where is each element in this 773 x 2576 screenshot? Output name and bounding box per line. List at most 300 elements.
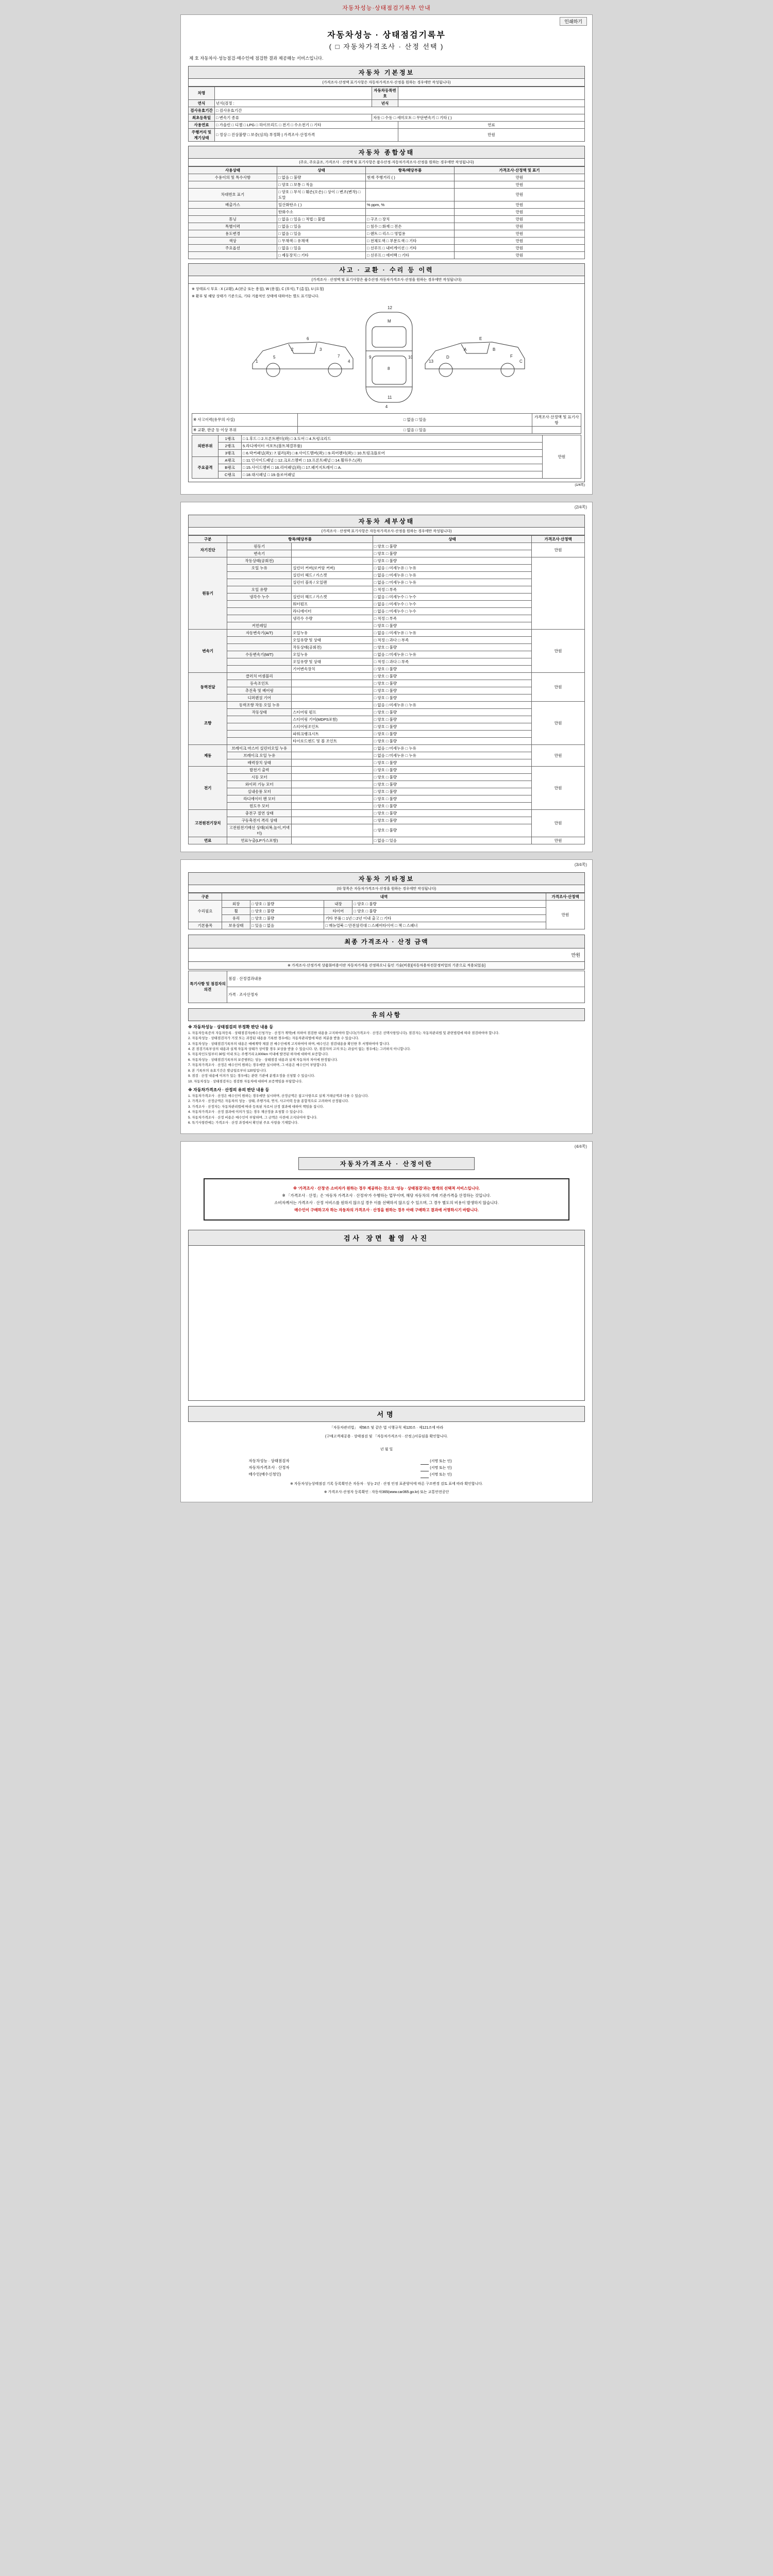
detail-options-6-2[interactable]: □ 양호 □ 불량 xyxy=(373,781,531,788)
detail-group-0: 자기진단 xyxy=(189,543,227,557)
overall-r0-c2[interactable]: □ 없음 □ 불량 xyxy=(277,174,366,181)
overall-r9-c1: 주요옵션 xyxy=(189,244,277,251)
table-row xyxy=(189,723,585,730)
basic-value-0[interactable] xyxy=(215,87,372,99)
price-explain-box xyxy=(204,1178,569,1221)
overall-r1-c3[interactable] xyxy=(366,181,455,188)
parts-items-0[interactable]: □ 1.후드 □ 2.프론트펜더(좌) □ 3.도어 □ 4.트렁크리드 xyxy=(242,435,543,442)
detail-part-6-5: 윈도우 모터 xyxy=(227,802,292,809)
page-title: 자동차성능 · 상태점검기록부 xyxy=(327,31,446,40)
detail-options-6-5[interactable]: □ 양호 □ 불량 xyxy=(373,802,531,809)
detail-group-7: 고전원전기장치 xyxy=(189,809,227,837)
signature-note-2: (구매고객제공용 · 상태점검 및 「자동차가격조사 · 산정」)서류임을 확인합니다. xyxy=(325,1434,448,1438)
detail-amount-3: 만원 xyxy=(532,672,585,701)
detail-group-3: 동력전달 xyxy=(189,672,227,701)
parts-amount: 만원 xyxy=(543,435,581,478)
table-row xyxy=(248,1458,526,1464)
overall-r8-c4: 만원 xyxy=(455,237,585,244)
detail-options-4-2[interactable]: □ 양호 □ 불량 xyxy=(373,716,531,723)
detail-table xyxy=(188,535,585,844)
detail-part-2-2 xyxy=(227,643,292,651)
basic-label-2: 검사유효기간 xyxy=(189,107,215,114)
photo-area xyxy=(188,1246,585,1401)
warn-line-2: ※ 「가격조사 · 산정」은 '자동차 가격조사 · 산정자'가 수행하는 업무이며, 해당 자동차의 거래 기준가격을 산정하는 것입니다. xyxy=(282,1193,491,1198)
basic-right-value-1[interactable] xyxy=(398,99,585,107)
table-row xyxy=(189,672,585,680)
detail-options-5-1[interactable]: □ 없음 □ 미세누유 □ 누유 xyxy=(373,752,531,759)
accident-row-0-value[interactable]: □ 없음 □ 있음 xyxy=(298,413,532,426)
overall-r9-c3[interactable]: □ 선루프 □ 내비게이션 □ 기타 xyxy=(366,244,455,251)
detail-sub-2-0: 오일누유 xyxy=(292,629,373,636)
etc-r0-c5[interactable]: □ 양호 □ 불량 xyxy=(352,900,546,907)
parts-lv-3: A랭크 xyxy=(219,456,242,464)
overall-r4-c1 xyxy=(189,208,277,215)
overall-r7-c4: 만원 xyxy=(455,230,585,237)
overall-r7-c1: 용도변경 xyxy=(189,230,277,237)
table-row xyxy=(189,665,585,672)
detail-part-8-0: 연료누출(LP가스포함) xyxy=(227,837,292,844)
svg-text:4: 4 xyxy=(385,404,388,409)
overall-r10-c3[interactable]: □ 선루프 □ 에어백 □ 기타 xyxy=(366,251,455,259)
detail-sub-4-2: 스티어링 기어(MDPS포함) xyxy=(292,716,373,723)
remarks-value-0[interactable]: 점검 · 산정결과내용 xyxy=(227,971,585,987)
overall-r6-c3[interactable]: □ 침수 □ 화재 □ 전손 xyxy=(366,223,455,230)
overall-r5-c2[interactable]: □ 없음 □ 있음 □ 적법 □ 불법 xyxy=(277,215,366,223)
detail-part-1-5: 냉각수 누수 xyxy=(227,593,292,600)
table-row xyxy=(189,809,585,817)
terms-paragraph-0-3: 4. 본 점검기록부상의 내용과 실제 자동차 상태가 상이할 경우 보상을 받을 수 있습니다. 단, 점검자의 고의 또는 과실이 없는 경우에는 그러하지 아니합니다. xyxy=(188,1047,411,1052)
detail-options-5-2[interactable]: □ 양호 □ 불량 xyxy=(373,759,531,766)
table-row xyxy=(192,442,581,449)
parts-items-1[interactable]: 5.라디에이터 서포트(볼트체결부품) xyxy=(242,442,543,449)
overall-r2-c1: 차대번호 표기 xyxy=(189,188,277,201)
overall-r2-c2[interactable]: □ 양호 □ 부식 □ 훼손(오손) □ 상이 □ 변조(변작) □ 도말 xyxy=(277,188,366,201)
table-row xyxy=(189,223,585,230)
terms-paragraph-1-3: 4. 자동차가격조사 · 산정 결과에 이의가 있는 경우 재산정을 요청할 수 있습니다. xyxy=(188,1110,304,1114)
basic-right-value-5: 만원 xyxy=(398,128,585,141)
basic-value-4[interactable]: □ 가솔린 □ 디젤 □ LPG □ 하이브리드 □ 전기 □ 수소전기 □ 기타 xyxy=(215,121,398,128)
terms-paragraph-1-2: 3. 가격조사 · 산정자는 자동차관리법에 따라 등록된 자로서 산정 결과에 대하여 책임을 집니다. xyxy=(188,1105,324,1109)
detail-options-0-1[interactable]: □ 양호 □ 불량 xyxy=(373,550,531,557)
detail-options-4-5[interactable]: □ 양호 □ 불량 xyxy=(373,737,531,744)
detail-sub-2-2: 작동상태(공회전) xyxy=(292,643,373,651)
detail-part-5-1: 브레이크 오일 누유 xyxy=(227,752,292,759)
table-row xyxy=(192,413,581,426)
overall-r1-c1 xyxy=(189,181,277,188)
etc-r3-c2: 보유상태 xyxy=(222,922,250,929)
detail-header-3: 가격조사·산정액 xyxy=(532,535,585,543)
table-row xyxy=(189,622,585,629)
detail-sub-7-2 xyxy=(292,824,373,837)
detail-part-7-1: 구동축전지 격리 상태 xyxy=(227,817,292,824)
sign-suffix-0[interactable]: (서명 또는 인) xyxy=(430,1459,452,1463)
table-row xyxy=(189,694,585,701)
detail-sub-5-2 xyxy=(292,759,373,766)
detail-options-7-2[interactable]: □ 양호 □ 불량 xyxy=(373,824,531,837)
page-number-4: (4/4쪽) xyxy=(574,1144,587,1149)
table-row xyxy=(189,737,585,744)
etc-r0-c4: 내장 xyxy=(324,900,352,907)
page-subtitle: ( □ 자동차가격조사 · 산정 선택 ) xyxy=(329,43,444,50)
accident-parts-table xyxy=(192,435,581,479)
detail-options-6-0[interactable]: □ 양호 □ 불량 xyxy=(373,766,531,773)
sign-label-2: 매수인(매수신청인) xyxy=(248,1472,281,1477)
detail-sub-4-5: 타이로드엔드 및 볼 조인트 xyxy=(292,737,373,744)
basic-label-3: 최초등록일 xyxy=(189,114,215,121)
etc-r1-c5[interactable]: □ 양호 □ 불량 xyxy=(352,907,546,914)
overall-table xyxy=(188,166,585,259)
page-1 xyxy=(180,14,593,495)
detail-part-1-2 xyxy=(227,571,292,579)
footer-note-1: ※ 자동차성능상태점검 기록 등록확인은 자동차 · 성능 2년 · 산정 인정 표준양식에 따른 구조변경 검토 표에 따라 확인합니다. xyxy=(290,1482,483,1486)
terms-paragraph-1-1: 2. 가격조사 · 산정금액은 자동차의 성능 · 상태, 주행거리, 연식, 사고이력 등을 종합적으로 고려하여 산정됩니다. xyxy=(188,1099,349,1104)
detail-part-1-6 xyxy=(227,600,292,607)
overall-r0-c4: 만원 xyxy=(455,174,585,181)
basic-right-label-1: 년식 xyxy=(372,99,398,107)
section-etc-title: 자동차 기타정보 xyxy=(188,872,585,885)
table-row xyxy=(189,543,585,550)
etc-r3-c1: 기본품목 xyxy=(189,922,222,929)
detail-options-1-6[interactable]: □ 없음 □ 미세누수 □ 누수 xyxy=(373,600,531,607)
detail-part-6-2: 와이퍼 기능 모터 xyxy=(227,781,292,788)
svg-text:8: 8 xyxy=(388,366,390,371)
table-row xyxy=(189,744,585,752)
overall-r1-c4: 만원 xyxy=(455,181,585,188)
table-row xyxy=(189,564,585,571)
overall-r8-c1: 색상 xyxy=(189,237,277,244)
etc-table xyxy=(188,893,585,929)
terms-heading-1: ※ 자동차가격조사 · 산정의 유의 판단 내용 등 xyxy=(188,1087,270,1092)
detail-sub-4-3: 스티어링조인트 xyxy=(292,723,373,730)
table-row xyxy=(248,1471,526,1478)
detail-sub-4-0 xyxy=(292,701,373,708)
detail-table-body xyxy=(189,543,585,844)
detail-options-6-1[interactable]: □ 양호 □ 불량 xyxy=(373,773,531,781)
detail-options-4-3[interactable]: □ 양호 □ 불량 xyxy=(373,723,531,730)
table-row xyxy=(189,708,585,716)
detail-sub-1-9 xyxy=(292,622,373,629)
car-diagram-svg[interactable] xyxy=(242,302,531,410)
overall-r2-c3[interactable] xyxy=(366,188,455,201)
detail-amount-8: 만원 xyxy=(532,837,585,844)
table-row xyxy=(189,687,585,694)
remarks-value-1[interactable]: 가격 · 조사산정자 xyxy=(227,987,585,1003)
detail-options-8-0[interactable]: □ 없음 □ 있음 xyxy=(373,837,531,844)
basic-right-value-0[interactable] xyxy=(398,87,585,99)
table-row xyxy=(189,629,585,636)
detail-part-6-1: 시동 모터 xyxy=(227,773,292,781)
parts-group-3: 주요골격 xyxy=(192,456,219,478)
detail-sub-6-5 xyxy=(292,802,373,809)
basic-value-1[interactable]: 년식(검정 : xyxy=(215,99,372,107)
overall-r8-c2[interactable]: □ 무채색 □ 유채색 xyxy=(277,237,366,244)
overall-header-3: 가격조사·산정액 및 표기 xyxy=(455,166,585,174)
detail-part-2-5 xyxy=(227,665,292,672)
overall-r5-c1: 튜닝 xyxy=(189,215,277,223)
detail-part-6-0: 발전기 출력 xyxy=(227,766,292,773)
detail-options-1-3[interactable]: □ 없음 □ 미세누유 □ 누유 xyxy=(373,579,531,586)
detail-options-2-4[interactable]: □ 적정 □ 과다 □ 부족 xyxy=(373,658,531,665)
terms-title: 유의사항 xyxy=(188,1008,585,1021)
table-row xyxy=(189,607,585,615)
warn-line-4: 매수인이 구매하고자 하는 자동차의 가격조사 · 산정을 원하는 경우 아래 구매하고 결과에 서명하시기 바랍니다. xyxy=(294,1207,479,1212)
svg-text:C: C xyxy=(519,359,523,364)
table-row xyxy=(189,658,585,665)
banner-text: 자동차성능·상태점검기록부 안내 xyxy=(342,5,431,11)
detail-part-7-2: 고전원전기배선 상태(피복,높이,커넥터) xyxy=(227,824,292,837)
detail-options-1-4[interactable]: □ 적정 □ 부족 xyxy=(373,586,531,593)
detail-sub-4-4: 파워크랭크시트 xyxy=(292,730,373,737)
detail-options-1-0[interactable]: □ 양호 □ 불량 xyxy=(373,557,531,564)
overall-header-2: 항목/해당부품 xyxy=(366,166,455,174)
final-price-title: 최종 가격조사 · 산정 금액 xyxy=(188,935,585,948)
basic-value-2[interactable]: □ 검사유효기간 xyxy=(215,107,585,114)
etc-r2-c2: 유리 xyxy=(222,914,250,922)
svg-text:5: 5 xyxy=(273,354,276,360)
detail-group-2: 변속기 xyxy=(189,629,227,672)
detail-options-7-1[interactable]: □ 양호 □ 불량 xyxy=(373,817,531,824)
page-number-1: (1/4쪽) xyxy=(575,483,585,487)
table-row xyxy=(192,426,581,433)
detail-options-3-2[interactable]: □ 양호 □ 불량 xyxy=(373,687,531,694)
parts-lv-4: B랭크 xyxy=(219,464,242,471)
overall-r5-c3[interactable]: □ 구조 □ 장치 xyxy=(366,215,455,223)
detail-sub-1-8: 냉각수 수량 xyxy=(292,615,373,622)
detail-sub-1-6: 워터펌프 xyxy=(292,600,373,607)
detail-part-2-1 xyxy=(227,636,292,643)
detail-part-6-3: 실내송풍 모터 xyxy=(227,788,292,795)
table-row xyxy=(189,237,585,244)
overall-r6-c2[interactable]: □ 없음 □ 있음 xyxy=(277,223,366,230)
parts-group-0: 외판부위 xyxy=(192,435,219,456)
detail-options-2-3[interactable]: □ 없음 □ 미세누유 □ 누유 xyxy=(373,651,531,658)
basic-right-value-3[interactable]: 자동 □ 수동 □ 세미오토 □ 무단변속기 □ 기타 ( ) xyxy=(372,114,585,121)
section-detail-note: (가격조사 · 산정액 표기사항은 자동차가격조사·산정을 원하는 경우에만 작성됩니다) xyxy=(188,528,585,535)
svg-text:4: 4 xyxy=(348,359,350,364)
detail-options-2-2[interactable]: □ 양호 □ 불량 xyxy=(373,643,531,651)
etc-amount: 만원 xyxy=(546,900,585,929)
detail-sub-2-5: 기어변속장치 xyxy=(292,665,373,672)
detail-options-5-0[interactable]: □ 없음 □ 미세누유 □ 누유 xyxy=(373,744,531,752)
table-row xyxy=(189,759,585,766)
detail-options-4-0[interactable]: □ 없음 □ 미세누유 □ 누유 xyxy=(373,701,531,708)
detail-amount-6: 만원 xyxy=(532,766,585,809)
parts-items-2[interactable]: □ 6.락커패널(좌)□ 7.필러(좌) □ 8.사이드멤버(좌) □ 9.리어펜더(좌) □ 10.트렁크플로어 xyxy=(242,449,543,456)
section-overall-title: 자동차 종합상태 xyxy=(188,146,585,159)
signature-note-1: 「자동차관리법」 제58조 및 같은 법 시행규칙 제120조 · 제121조에 따라 xyxy=(329,1426,444,1430)
detail-options-0-0[interactable]: □ 양호 □ 불량 xyxy=(373,543,531,550)
table-row xyxy=(189,900,585,907)
detail-sub-0-1 xyxy=(292,550,373,557)
overall-r4-c3[interactable] xyxy=(366,208,455,215)
etc-header-2: 가격조사·산정액 xyxy=(546,893,585,900)
detail-sub-6-3 xyxy=(292,788,373,795)
table-row xyxy=(189,922,585,929)
detail-options-2-0[interactable]: □ 없음 □ 미세누유 □ 누유 xyxy=(373,629,531,636)
signature-table xyxy=(248,1458,526,1478)
detail-part-2-0: 자동변속기(A/T) xyxy=(227,629,292,636)
detail-part-1-4: 오일 유량 xyxy=(227,586,292,593)
detail-amount-2: 만원 xyxy=(532,629,585,672)
detail-options-4-1[interactable]: □ 양호 □ 불량 xyxy=(373,708,531,716)
table-row xyxy=(189,788,585,795)
detail-sub-6-1 xyxy=(292,773,373,781)
page-4 xyxy=(180,1141,593,1502)
signature-date[interactable]: 년 월 일 xyxy=(380,1447,393,1451)
detail-header-0: 구분 xyxy=(189,535,227,543)
parts-items-3[interactable]: □ 11.인사이드패널 □ 12.크로스멤버 □ 13.프론트패널 □ 14.휠하우스(좌) xyxy=(242,456,543,464)
detail-sub-7-1 xyxy=(292,817,373,824)
table-row xyxy=(189,550,585,557)
parts-lv-2: 3랭크 xyxy=(219,449,242,456)
warn-line-1: ※ '가격조사 · 산정'은 소비자가 원하는 경우 제공하는 것으로 '성능 · 상태점검'과는 별개의 선택적 서비스입니다. xyxy=(293,1185,480,1191)
sign-label-0: 자동차성능 · 상태점검자 xyxy=(248,1459,290,1464)
table-row xyxy=(189,802,585,809)
accident-row-1-value[interactable]: □ 없음 □ 있음 xyxy=(298,426,532,433)
detail-part-7-0: 충전구 절연 상태 xyxy=(227,809,292,817)
detail-options-1-7[interactable]: □ 없음 □ 미세누수 □ 누수 xyxy=(373,607,531,615)
overall-r10-c1 xyxy=(189,251,277,259)
overall-r9-c2[interactable]: □ 없음 □ 있음 xyxy=(277,244,366,251)
accident-row-0-right: 가격조사·산정액 및 표기사항 xyxy=(532,413,581,426)
detail-part-1-8 xyxy=(227,615,292,622)
accident-row-0-label: ※ 사고이력(유무의 사실) xyxy=(192,413,298,426)
svg-text:13: 13 xyxy=(429,359,433,364)
detail-options-1-2[interactable]: □ 없음 □ 미세누유 □ 누유 xyxy=(373,571,531,579)
table-row xyxy=(189,907,585,914)
parts-items-4[interactable]: □ 15.사이드멤버 □ 16.리어패널(좌) □ 17.패키지트레이 □ A. xyxy=(242,464,543,471)
overall-r7-c2[interactable]: □ 없음 □ 있음 xyxy=(277,230,366,237)
svg-text:1: 1 xyxy=(256,359,258,364)
detail-sub-3-0 xyxy=(292,672,373,680)
overall-r3-c2[interactable]: 일산화탄소 ( ) xyxy=(277,201,366,208)
overall-r0-c3[interactable]: 현재 주행거리 ( ) xyxy=(366,174,455,181)
detail-options-4-4[interactable]: □ 양호 □ 불량 xyxy=(373,730,531,737)
overall-r8-c3[interactable]: □ 전체도색 □ 부분도색 □ 기타 xyxy=(366,237,455,244)
detail-part-3-1: 등속조인트 xyxy=(227,680,292,687)
detail-part-3-0: 클러치 어셈블리 xyxy=(227,672,292,680)
section-detail-title: 자동차 세부상태 xyxy=(188,515,585,528)
etc-header-0: 구분 xyxy=(189,893,222,900)
etc-r0-c2: 외장 xyxy=(222,900,250,907)
detail-sub-1-4 xyxy=(292,586,373,593)
table-row xyxy=(189,593,585,600)
section-overall-note: (주요, 주요골조, 가격조사 · 산정액 및 표기사항은 품수산정·자동차가격조사·산정을 원하는 경우에만 작성됩니다) xyxy=(188,159,585,166)
page-number-2: (2/4쪽) xyxy=(574,504,587,510)
etc-r1-c2: 휠 xyxy=(222,907,250,914)
table-row xyxy=(189,636,585,643)
table-row xyxy=(189,174,585,181)
section-accident-title: 사고 · 교환 · 수리 등 이력 xyxy=(188,263,585,276)
detail-sub-1-3: 실린더 블록 / 오일팬 xyxy=(292,579,373,586)
etc-r1-c3[interactable]: □ 양호 □ 불량 xyxy=(250,907,324,914)
detail-part-4-2 xyxy=(227,716,292,723)
terms-paragraph-1-4: 5. 자동차가격조사 · 산정 비용은 매수인이 부담하며, 그 금액은 사전에 고지되어야 합니다. xyxy=(188,1115,317,1120)
overall-r10-c4: 만원 xyxy=(455,251,585,259)
overall-r7-c3[interactable]: □ 렌트 □ 리스 □ 영업용 xyxy=(366,230,455,237)
detail-options-3-1[interactable]: □ 양호 □ 불량 xyxy=(373,680,531,687)
sign-suffix-2[interactable]: (서명 또는 인) xyxy=(430,1472,452,1477)
terms-paragraph-0-1: 2. 자동차성능 · 상태점검자가 거짓 또는 과장된 내용을 기록한 경우에는 자동차관리법에 따른 처분을 받을 수 있습니다. xyxy=(188,1037,359,1041)
overall-r10-c2[interactable]: □ 제동장치 □ 기타 xyxy=(277,251,366,259)
detail-group-1: 원동기 xyxy=(189,557,227,629)
detail-part-4-4 xyxy=(227,730,292,737)
detail-options-1-5[interactable]: □ 없음 □ 미세누수 □ 누수 xyxy=(373,593,531,600)
table-row xyxy=(189,766,585,773)
detail-part-1-7 xyxy=(227,607,292,615)
etc-r0-c1: 수리필요 xyxy=(189,900,222,922)
detail-options-2-5[interactable]: □ 양호 □ 불량 xyxy=(373,665,531,672)
table-row xyxy=(192,456,581,464)
detail-options-6-4[interactable]: □ 양호 □ 불량 xyxy=(373,795,531,802)
etc-r2-c4[interactable]: 기타 부품 □ 1년 □ 2년 이내 출고 □ 기타 xyxy=(324,914,546,922)
parts-lv-5: C랭크 xyxy=(219,471,242,478)
page-number-3: (3/4쪽) xyxy=(574,862,587,867)
detail-part-2-3: 수동변속기(M/T) xyxy=(227,651,292,658)
detail-sub-3-2 xyxy=(292,687,373,694)
detail-options-1-8[interactable]: □ 적정 □ 부족 xyxy=(373,615,531,622)
detail-part-6-4: 라디에이터 팬 모터 xyxy=(227,795,292,802)
etc-r3-c3[interactable]: □ 있음 □ 없음 xyxy=(250,922,324,929)
detail-header-2: 상태 xyxy=(373,535,531,543)
detail-amount-0: 만원 xyxy=(532,543,585,557)
etc-r0-c3[interactable]: □ 양호 □ 불량 xyxy=(250,900,324,907)
parts-lv-0: 1랭크 xyxy=(219,435,242,442)
etc-r2-c3[interactable]: □ 양호 □ 불량 xyxy=(250,914,324,922)
detail-options-6-3[interactable]: □ 양호 □ 불량 xyxy=(373,788,531,795)
print-button[interactable]: 인쇄하기 xyxy=(560,17,587,26)
page-3 xyxy=(180,859,593,1134)
table-row xyxy=(189,215,585,223)
table-row xyxy=(189,651,585,658)
detail-part-1-3 xyxy=(227,579,292,586)
detail-part-1-1: 오일 누유 xyxy=(227,564,292,571)
detail-options-7-0[interactable]: □ 양호 □ 불량 xyxy=(373,809,531,817)
overall-r9-c4: 만원 xyxy=(455,244,585,251)
detail-sub-0-0 xyxy=(292,543,373,550)
overall-r3-c3[interactable]: % ppm, % xyxy=(366,201,455,208)
overall-r2-c4: 만원 xyxy=(455,188,585,201)
detail-group-6: 전기 xyxy=(189,766,227,809)
overall-r4-c2[interactable]: 탄화수소 xyxy=(277,208,366,215)
basic-value-5[interactable]: □ 정상 □ 진상불량 □ 보증(심의) 부정확 | 가격조사·산정가격 xyxy=(215,128,398,141)
detail-amount-7: 만원 xyxy=(532,809,585,837)
detail-options-2-1[interactable]: □ 적정 □ 과다 □ 부족 xyxy=(373,636,531,643)
detail-options-3-0[interactable]: □ 양호 □ 불량 xyxy=(373,672,531,680)
signature-section-title: 서명 xyxy=(188,1406,585,1422)
detail-sub-1-2: 실린더 헤드 / 가스켓 xyxy=(292,571,373,579)
detail-options-3-3[interactable]: □ 양호 □ 불량 xyxy=(373,694,531,701)
detail-part-5-2: 배력장치 상태 xyxy=(227,759,292,766)
detail-sub-5-1 xyxy=(292,752,373,759)
parts-items-5[interactable]: □ 18.대시패널 □ 19.플로어패널 xyxy=(242,471,543,478)
photo-section-title: 검사 장면 촬영 사진 xyxy=(188,1230,585,1246)
table-row xyxy=(189,586,585,593)
svg-text:11: 11 xyxy=(388,395,392,400)
overall-r5-c4: 만원 xyxy=(455,215,585,223)
accident-row-1-right xyxy=(532,426,581,433)
table-row xyxy=(192,471,581,478)
detail-options-1-1[interactable]: □ 없음 □ 미세누유 □ 누유 xyxy=(373,564,531,571)
detail-options-1-9[interactable]: □ 양호 □ 불량 xyxy=(373,622,531,629)
sign-suffix-1[interactable]: (서명 또는 인) xyxy=(430,1466,452,1470)
overall-r1-c2[interactable]: □ 양호 □ 보통 □ 적음 xyxy=(277,181,366,188)
etc-r3-c4[interactable]: □ 매뉴얼북 □ 안전삼각대 □ 스페어타이어 □ 잭 □ 스패너 xyxy=(324,922,546,929)
basic-value-3[interactable]: □ 변속기 종류 xyxy=(215,114,372,121)
terms-paragraph-0-5: 6. 자동차성능 · 상태점검기록부의 보증범위는 성능 · 상태점검 내용과 실제 자동차의 차이에 한정됩니다. xyxy=(188,1058,338,1062)
etc-header-1: 내역 xyxy=(222,893,546,900)
detail-sub-1-5: 실린더 헤드 / 가스켓 xyxy=(292,593,373,600)
